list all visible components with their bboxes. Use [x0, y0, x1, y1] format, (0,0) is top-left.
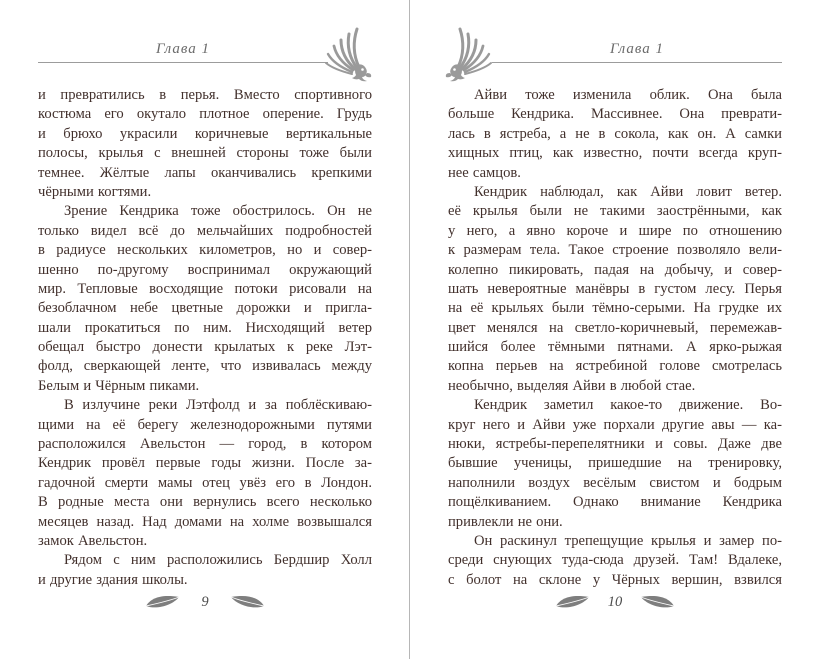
chapter-title: Глава 1 [155, 41, 211, 57]
text-line: гадочной смерти мамы отец увёз его в Лондон. [38, 474, 372, 491]
page-number: 10 [607, 593, 623, 610]
header-rule [38, 62, 328, 63]
text-line: у него, а явно короче и шире по отношению [448, 222, 782, 239]
text-line: расположился Авельстон — город, в котором [38, 436, 372, 453]
text-line: Кендрик наблюдал, как Айви ловит ветер. [474, 183, 782, 200]
text-line: в радиусе нескольких километров, но и совер- [38, 242, 372, 259]
text-line: щими на её берегу железнодорожными путями [38, 416, 372, 433]
text-line: лась в ястреба, а не в сокола, как он. А самки [448, 125, 782, 142]
text-line: В родные места они вернулись всего несколько [38, 494, 372, 511]
text-line: Кендрик заметил какое-то движение. Во- [474, 397, 782, 414]
text-line: её крылья были не такими заострёнными, как [448, 203, 782, 220]
text-line: пощёлкиванием. Однако внимание Кендрика [448, 494, 782, 511]
page-body [448, 86, 782, 590]
text-line: привлекли не они. [448, 513, 563, 530]
text-line: копна перьев на ястребиной голове смотрелась [448, 358, 782, 375]
feather-icon [555, 594, 591, 610]
text-line: нее самцов. [448, 164, 521, 181]
text-line: цвет менялся на светло-коричневый, перемежав- [448, 319, 782, 336]
text-line: шенно по-другому воспринимал окружающий [38, 261, 372, 278]
text-line: безоблачном небе цветные дорожки и пригла- [38, 300, 372, 317]
text-line: Белым и Чёрным пиками. [38, 377, 200, 394]
text-line: Рядом с ним расположились Бердшир Холл [64, 552, 372, 569]
text-line: шать невероятные манёвры в густом лесу. Перья [448, 280, 782, 297]
text-line: замок Авельстон. [38, 532, 148, 549]
feather-icon [145, 594, 181, 610]
text-line: Кендрик провёл первые годы жизни. После за- [38, 455, 372, 472]
winged-falcon-ornament-icon [323, 27, 373, 82]
feather-icon [639, 594, 675, 610]
page-number: 9 [201, 593, 209, 610]
page-left [0, 0, 409, 659]
page-footer [38, 592, 372, 612]
text-line: среди снующих туда-сюда друзей. Там! Вдалеке, [448, 552, 782, 569]
text-line: Айви тоже изменила облик. Она была [474, 87, 782, 103]
text-line: хищных птиц, как известно, почти всегда круп- [448, 145, 782, 162]
text-line: месяцев назад. Над домами на холме возвышался [38, 513, 372, 530]
text-line: колепно пикировать, падая на добычу, и совер- [448, 261, 782, 278]
text-line: шали прокатиться по ним. Нисходящий ветер [38, 319, 372, 336]
text-line: больше Кендрика. Массивнее. Она преврати- [448, 106, 782, 123]
text-line: на её крыльях были тёмно-серыми. На грудке их [448, 300, 782, 317]
page-footer [448, 592, 782, 612]
page-right [410, 0, 819, 659]
page-body [38, 86, 372, 590]
text-line: наполнили воздух весёлым свистом и бодрым [448, 474, 782, 491]
text-line: В излучине реки Лэтфолд и за поблёскиваю- [64, 397, 372, 414]
text-line: мир. Тепловые восходящие потоки рисовали на [38, 280, 372, 297]
text-line: только видел всё до мельчайших подробностей [38, 222, 372, 239]
text-line: круг него и Айви уже порхали другие авы — ка- [448, 416, 782, 433]
text-line: чёрными когтями. [38, 183, 152, 200]
text-line: и брюхо украсили коричневые вертикальные [38, 125, 372, 142]
text-line: и другие здания школы. [38, 571, 188, 588]
text-line: Зрение Кендрика тоже обострилось. Он не [64, 203, 372, 220]
header-rule [492, 62, 782, 63]
text-line: необычно, выделяя Айви в любой стае. [448, 377, 696, 394]
feather-icon [229, 594, 265, 610]
text-line: Он раскинул трепещущие крылья и замер по- [474, 532, 782, 549]
text-line: бывшие ученицы, пришедшие на тренировку, [448, 455, 782, 472]
text-line: нюки, ястребы-перепелятники и совы. Даже две [448, 436, 782, 453]
winged-falcon-ornament-icon [444, 27, 494, 82]
text-line: обещал быстро донести крылатых к реке Лэт- [38, 339, 372, 356]
text-line: с болот на склоне у Чёрных вершин, взвился [448, 571, 782, 588]
text-line: к размерам тела. Такое строение позволяло вели- [448, 242, 782, 259]
text-line: полосы, крылья с внешней стороны тоже были [38, 145, 372, 162]
text-line: костюма его окутало плотное оперение. Грудь [38, 106, 372, 123]
chapter-title: Глава 1 [609, 41, 665, 57]
text-line: шийся более тёмными пятнами. А ярко-рыжая [448, 339, 782, 356]
text-line: фолд, сверкающей ленте, что извивалась между [38, 358, 372, 375]
text-line: и превратились в перья. Вместо спортивного [38, 87, 372, 103]
text-line: темнее. Жёлтые лапы оканчивались крепкими [38, 164, 372, 181]
